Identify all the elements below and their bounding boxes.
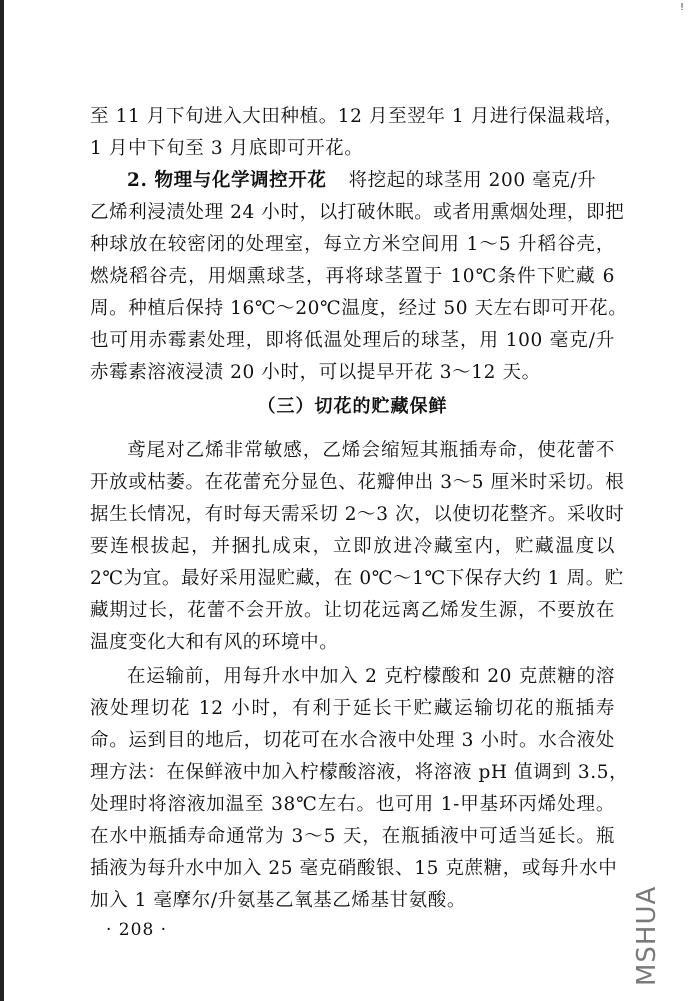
- text-line: 周。种植后保持 16℃～20℃温度，经过 50 天左右即可开花。: [90, 298, 628, 319]
- text-line: 温度变化大和有风的环境中。: [90, 632, 339, 653]
- text-line: 理方法：在保鲜液中加入柠檬酸溶液，将溶液 pH 值调到 3.5，: [90, 762, 629, 783]
- text-line: 也可用赤霉素处理，即将低温处理后的球茎，用 100 毫克/升: [90, 330, 615, 351]
- text-line: 鸢尾对乙烯非常敏感，乙烯会缩短其瓶插寿命，使花蕾不: [127, 440, 615, 461]
- corner-mark: !: [679, 2, 684, 13]
- text-line: 加入 1 毫摩尔/升氨基乙氧基乙烯基甘氨酸。: [90, 890, 466, 911]
- text-line: 种球放在较密闭的处理室，每立方米空间用 1～5 升稻谷壳，: [90, 234, 615, 255]
- text-line: 插液为每升水中加入 25 毫克硝酸银、15 克蔗糖，或每升水中: [90, 858, 618, 879]
- text-line: 藏期过长，花蕾不会开放。让切花远离乙烯发生源，不要放在: [90, 600, 615, 621]
- page-number: · 208 ·: [106, 920, 168, 940]
- text-line: 液处理切花 12 小时，有利于延长干贮藏运输切花的瓶插寿: [90, 698, 615, 719]
- text-line: 开放或枯萎。在花蕾充分显色、花瓣伸出 3～5 厘米时采切。根: [90, 472, 625, 493]
- paragraph-heading-line: [127, 166, 615, 196]
- text-line: 处理时将溶液加温至 38℃左右。也可用 1-甲基环丙烯处理。: [90, 794, 615, 815]
- section-title: （三）切花的贮藏保鲜: [257, 396, 448, 417]
- text-line: 要连根拔起，并捆扎成束，立即放进冷藏室内，贮藏温度以: [90, 536, 615, 557]
- scan-edge: [0, 0, 4, 1001]
- text-line: 乙烯利浸渍处理 24 小时，以打破休眠。或者用熏烟处理，即把: [90, 202, 625, 223]
- text-line: 命。运到目的地后，切花可在水合液中处理 3 小时。水合液处: [90, 730, 615, 751]
- text-line: 据生长情况，有时每天需采切 2～3 次，以使切花整齐。采收时: [90, 504, 625, 525]
- text-span: 将挖起的球茎用 200 毫克/升: [348, 170, 597, 191]
- text-line: 至 11 月下旬进入大田种植。12 月至翌年 1 月进行保温栽培，: [90, 106, 624, 127]
- text-line: 2℃为宜。最好采用湿贮藏，在 0℃～1℃下保存大约 1 周。贮: [90, 568, 624, 589]
- text-line: 1 月中下旬至 3 月底即可开花。: [90, 138, 364, 159]
- text-line: 赤霉素溶液浸渍 20 小时，可以提早开花 3～12 天。: [90, 362, 541, 383]
- text-line: 在水中瓶插寿命通常为 3～5 天，在瓶插液中可适当延长。瓶: [90, 826, 615, 847]
- text-line: 燃烧稻谷壳，用烟熏球茎，再将球茎置于 10℃条件下贮藏 6: [90, 266, 615, 287]
- text-line: 在运输前，用每升水中加入 2 克柠檬酸和 20 克蔗糖的溶: [127, 666, 615, 687]
- subheading: 2. 物理与化学调控开花: [127, 170, 327, 191]
- watermark: MSHUA: [632, 885, 662, 986]
